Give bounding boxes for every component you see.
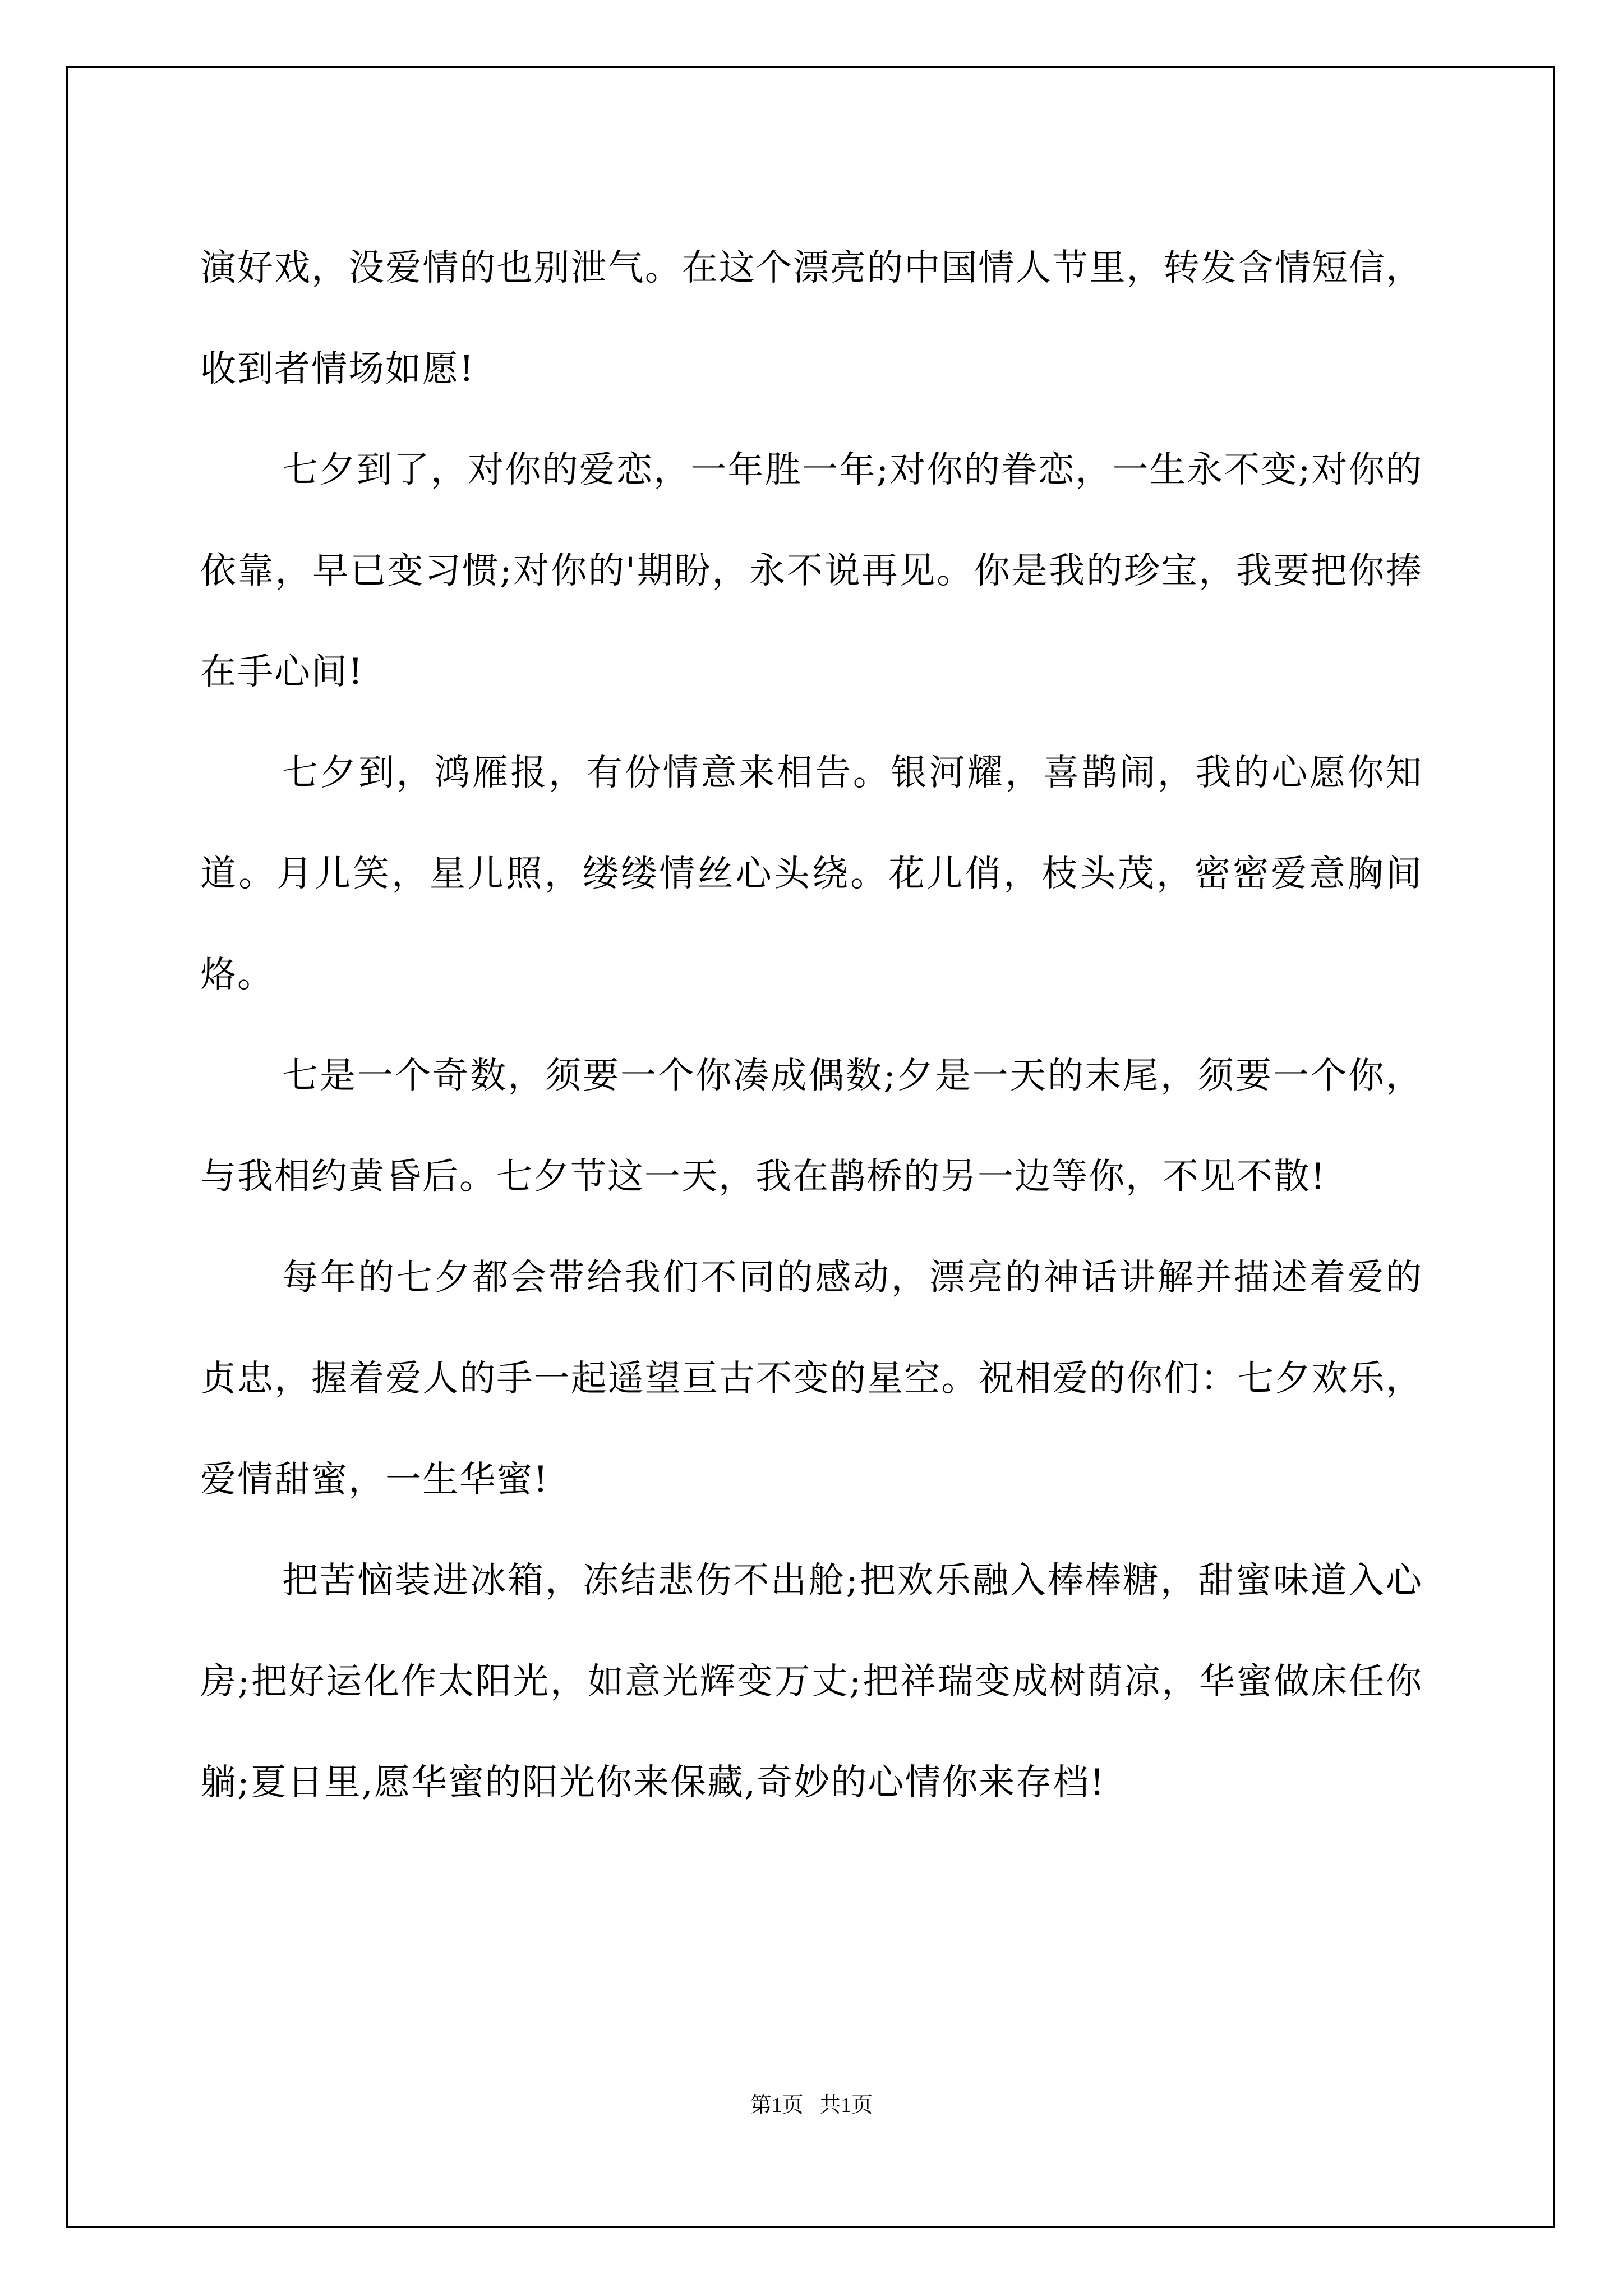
paragraph-5: 每年的七夕都会带给我们不同的感动，漂亮的神话讲解并描述着爱的贞忠，握着爱人的手一起遥望亘古不变的星空。祝相爱的你们：七夕欢乐，爱情甜蜜，一生华蜜! [200, 1257, 1423, 1501]
paragraph-2: 七夕到了，对你的爱恋，一年胜一年;对你的眷恋，一生永不变;对你的依靠，早已变习惯;对你的'期盼，永不说再见。你是我的珍宝，我要把你捧在手心间! [200, 449, 1423, 693]
page-footer [0, 2091, 1623, 2119]
paragraph-4: 七是一个奇数，须要一个你凑成偶数;夕是一天的末尾，须要一个你，与我相约黄昏后。七夕节这一天，我在鹊桥的另一边等你，不见不散! [200, 1055, 1423, 1198]
paragraph-1: 演好戏，没爱情的也别泄气。在这个漂亮的中国情人节里，转发含情短信，收到者情场如愿! [200, 247, 1423, 390]
paragraph-6: 把苦恼装进冰箱，冻结悲伤不出舱;把欢乐融入棒棒糖，甜蜜味道入心房;把好运化作太阳光，如意光辉变万丈;把祥瑞变成树荫凉，华蜜做床任你躺;夏日里,愿华蜜的阳光你来保藏,奇妙的心情你来存档! [200, 1560, 1423, 1803]
paragraph-3: 七夕到，鸿雁报，有份情意来相告。银河耀，喜鹊闹，我的心愿你知道。月儿笑，星儿照，缕缕情丝心头绕。花儿俏，枝头茂，密密爱意胸间烙。 [200, 752, 1423, 996]
document-body [200, 218, 1423, 1833]
page-number-label: 第1页 共1页 [750, 2093, 873, 2117]
